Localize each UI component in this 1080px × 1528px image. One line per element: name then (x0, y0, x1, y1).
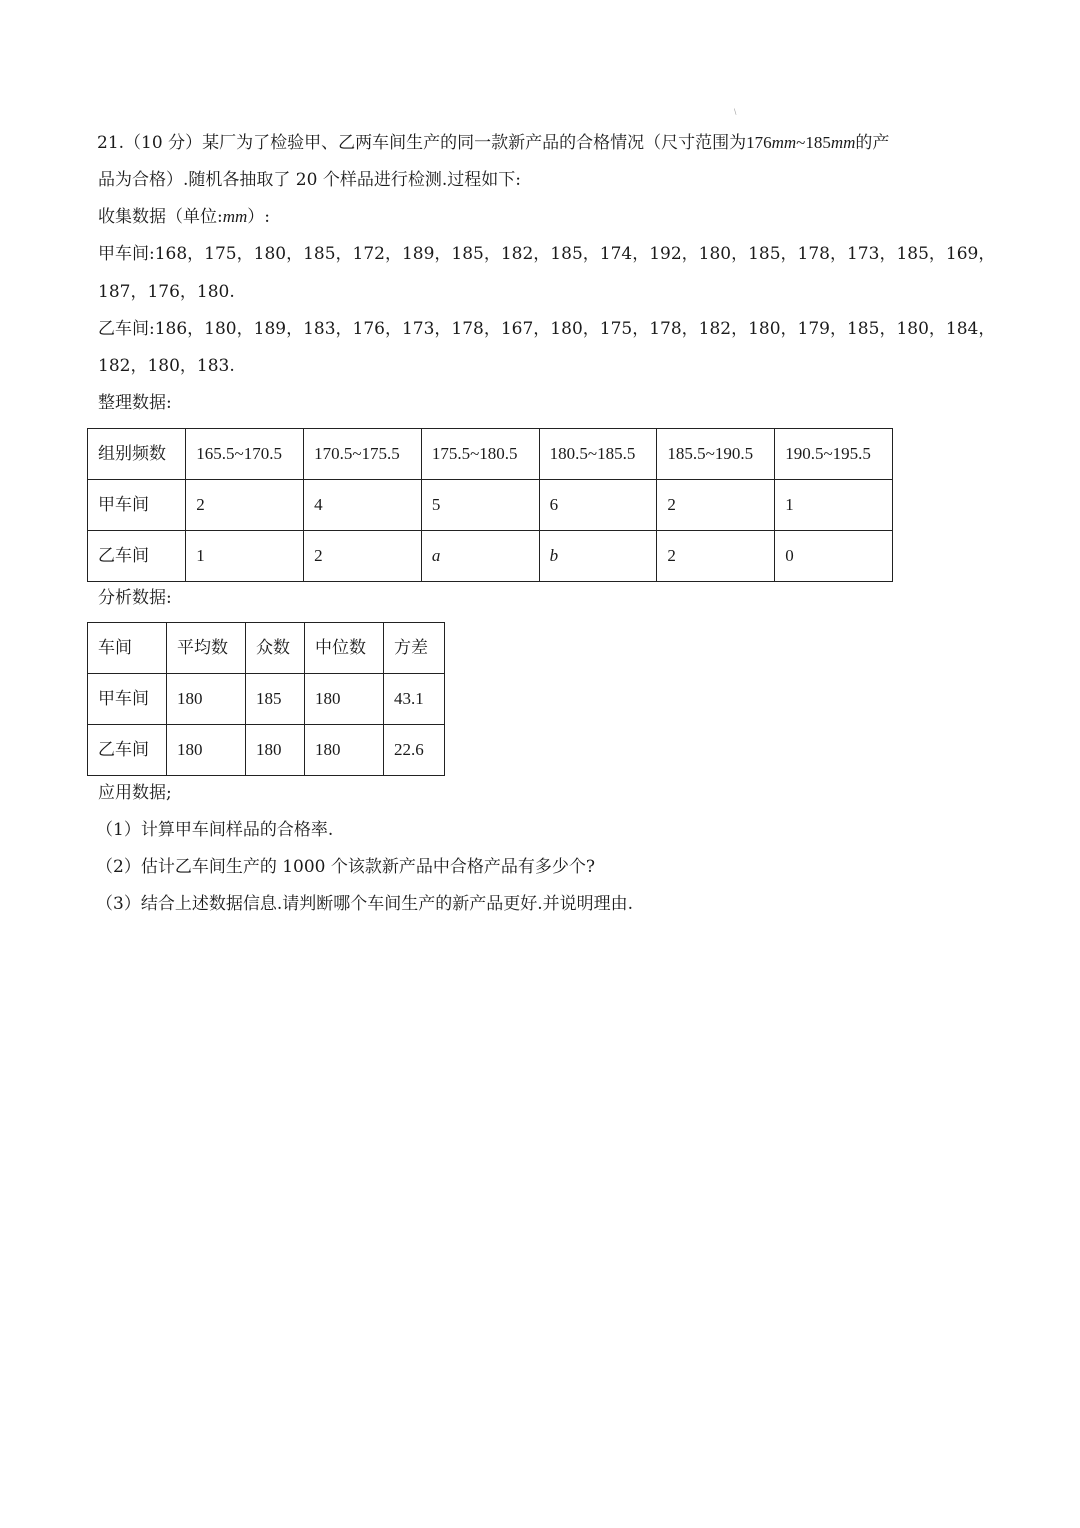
table-row (88, 531, 893, 582)
table-cell: 乙车间 (88, 531, 186, 582)
yi-data-line2: 182，180，183. (98, 356, 235, 376)
table-row (88, 674, 445, 725)
table-cell: 2 (304, 531, 422, 582)
table-cell: 乙车间 (88, 725, 167, 776)
table-header-row (88, 623, 445, 674)
table-cell: b (539, 531, 657, 582)
table-cell: 43.1 (384, 674, 445, 725)
table-cell: 0 (775, 531, 893, 582)
table-cell: 180 (305, 674, 384, 725)
table-cell: 平均数 (167, 623, 246, 674)
table-cell: 180 (167, 674, 246, 725)
table-cell: 22.6 (384, 725, 445, 776)
table-header-row (88, 429, 893, 480)
table-cell: 5 (421, 480, 539, 531)
table-cell: 方差 (384, 623, 445, 674)
jia-data-line1: 甲车间:168，175，180，185，172，189，185，182，185，174，192，180，185，178，173，185，169， (98, 244, 996, 264)
table-cell: 组别频数 (88, 429, 186, 480)
table-cell: 185 (246, 674, 305, 725)
sub-question-1: （1）计算甲车间样品的合格率. (96, 820, 334, 840)
table-cell: 甲车间 (88, 480, 186, 531)
jia-data-line2: 187，176，180. (98, 282, 235, 302)
table-cell: 170.5~175.5 (304, 429, 422, 480)
table-cell: 2 (657, 480, 775, 531)
table-cell: 车间 (88, 623, 167, 674)
analyze-heading: 分析数据: (98, 588, 172, 608)
table-cell: 190.5~195.5 (775, 429, 893, 480)
table-cell: 175.5~180.5 (421, 429, 539, 480)
question-title-line1: 21.（10 分）某厂为了检验甲、乙两车间生产的同一款新产品的合格情况（尺寸范围为176mm~185mm的产 (97, 133, 890, 153)
table-cell: 1 (775, 480, 893, 531)
question-title-line2: 品为合格）.随机各抽取了 20 个样品进行检测.过程如下: (98, 170, 521, 190)
table-cell: 2 (186, 480, 304, 531)
table-cell: 1 (186, 531, 304, 582)
organize-heading: 整理数据: (98, 393, 172, 413)
statistics-table (87, 622, 445, 776)
sub-question-2: （2）估计乙车间生产的 1000 个该款新产品中合格产品有多少个? (96, 857, 596, 877)
table-cell: 6 (539, 480, 657, 531)
scan-mark: \ (734, 108, 737, 116)
table-cell: 180 (167, 725, 246, 776)
table-cell: 众数 (246, 623, 305, 674)
table-row (88, 725, 445, 776)
table-cell: 甲车间 (88, 674, 167, 725)
frequency-table (87, 428, 893, 582)
table-cell: 4 (304, 480, 422, 531)
table-cell: 180 (305, 725, 384, 776)
table-cell: 180.5~185.5 (539, 429, 657, 480)
table-cell: 中位数 (305, 623, 384, 674)
table-cell: 165.5~170.5 (186, 429, 304, 480)
table-cell: 180 (246, 725, 305, 776)
table-row (88, 480, 893, 531)
yi-data-line1: 乙车间:186，180，189，183，176，173，178，167，180，175，178，182，180，179，185，180，184， (98, 319, 996, 339)
apply-heading: 应用数据; (98, 783, 172, 803)
table-cell: 185.5~190.5 (657, 429, 775, 480)
collect-heading: 收集数据（单位:mm）: (98, 207, 271, 227)
sub-question-3: （3）结合上述数据信息.请判断哪个车间生产的新产品更好.并说明理由. (96, 894, 634, 914)
table-cell: a (421, 531, 539, 582)
table-cell: 2 (657, 531, 775, 582)
